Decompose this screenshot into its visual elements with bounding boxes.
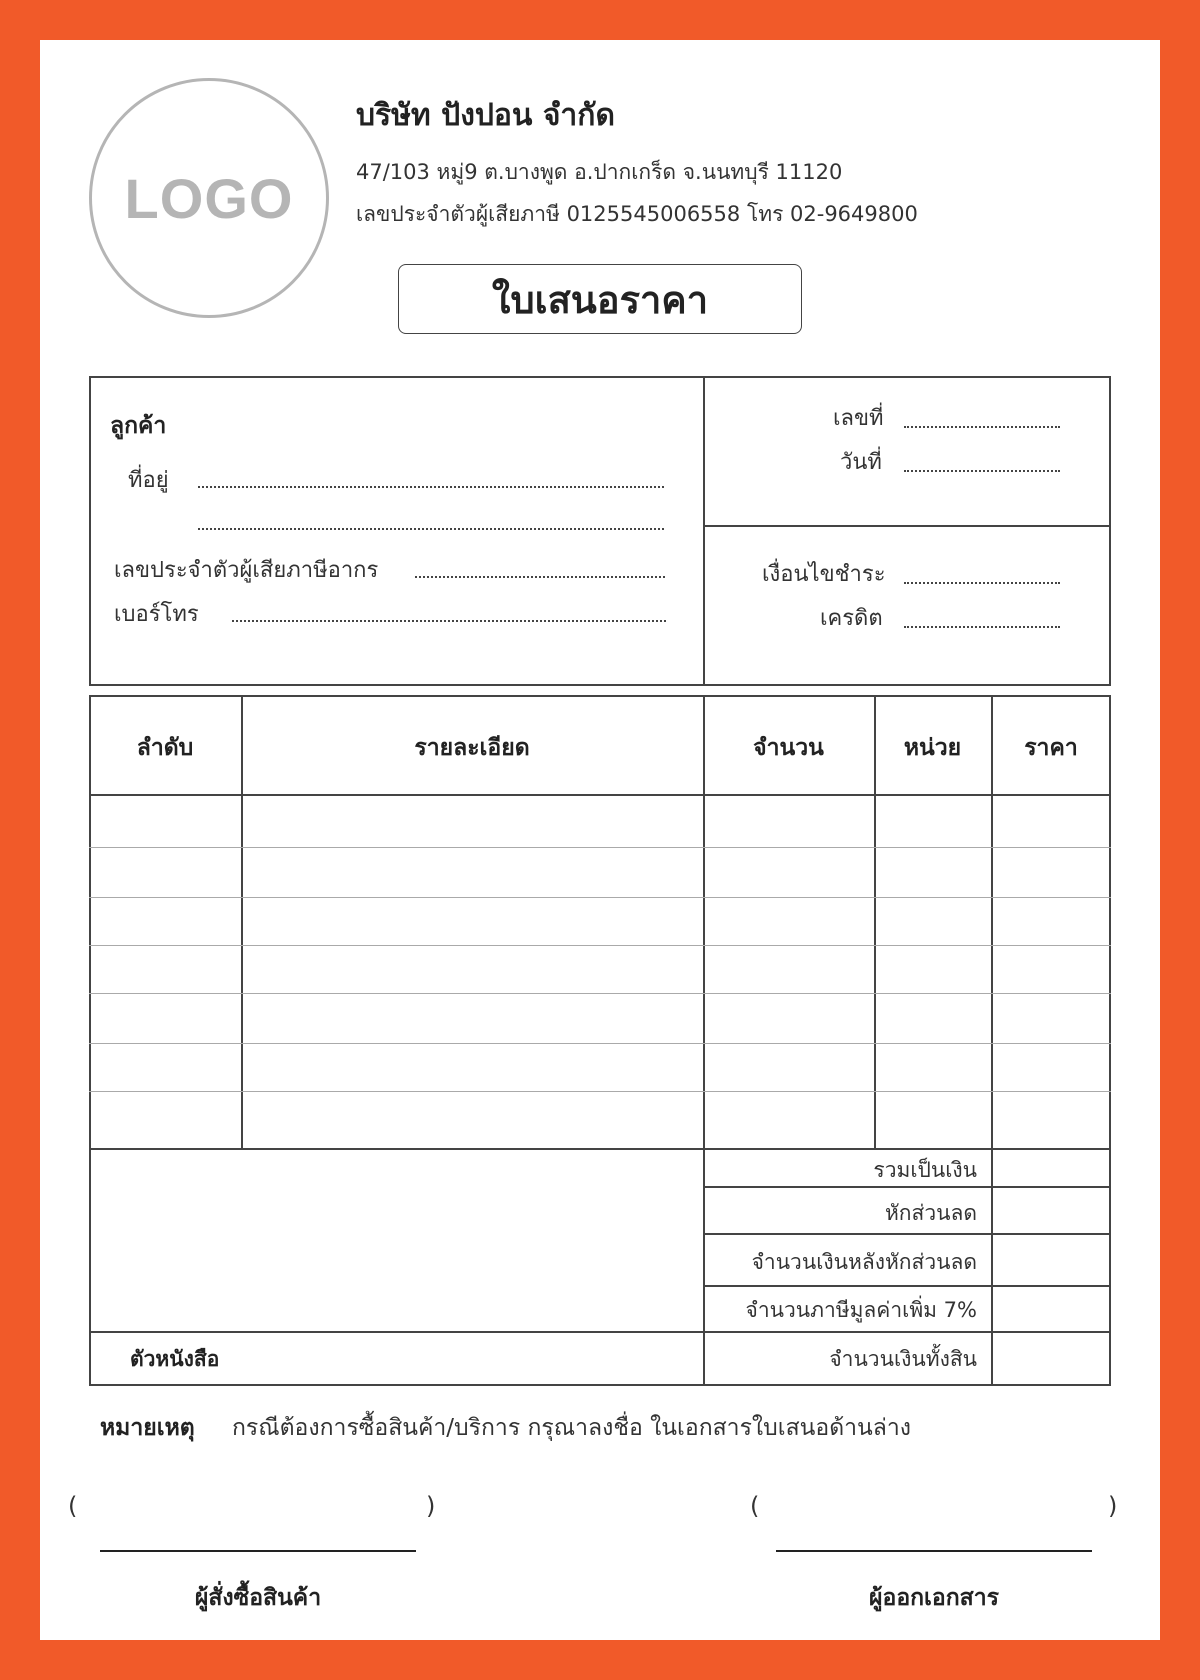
after-discount-label: จำนวนเงินหลังหักส่วนลด bbox=[751, 1250, 977, 1274]
company-logo bbox=[89, 78, 329, 318]
doc-number-label: เลขที่ bbox=[833, 406, 884, 431]
vat-label: จำนวนภาษีมูลค่าเพิ่ม 7% bbox=[745, 1298, 977, 1322]
payment-terms-label: เงื่อนไขชำระ bbox=[762, 562, 886, 587]
doc-date-field[interactable] bbox=[904, 470, 1060, 472]
summary-divider bbox=[89, 1331, 1111, 1333]
col-divider-4 bbox=[991, 695, 993, 1386]
discount-label: หักส่วนลด bbox=[884, 1201, 977, 1225]
summary-top-divider bbox=[89, 1148, 1111, 1150]
company-name: บริษัท ปังปอน จำกัด bbox=[356, 98, 615, 133]
table-row bbox=[89, 847, 1111, 848]
customer-heading: ลูกค้า bbox=[110, 413, 167, 439]
table-row bbox=[89, 945, 1111, 946]
phone-label: เบอร์โทร bbox=[114, 602, 199, 627]
address-field-line-1[interactable] bbox=[198, 486, 664, 488]
buyer-paren-open: ( bbox=[68, 1492, 78, 1520]
issuer-paren-open: ( bbox=[750, 1492, 760, 1520]
address-label: ที่อยู่ bbox=[128, 468, 169, 493]
remark-label: หมายเหตุ bbox=[100, 1415, 195, 1441]
header-no: ลำดับ bbox=[136, 735, 194, 761]
subtotal-label: รวมเป็นเงิน bbox=[873, 1158, 977, 1182]
buyer-paren-close: ) bbox=[426, 1492, 436, 1520]
logo-text: LOGO bbox=[124, 166, 294, 230]
header-unit: หน่วย bbox=[903, 735, 962, 761]
table-row bbox=[89, 1043, 1111, 1044]
doc-date-label: วันที่ bbox=[840, 450, 882, 475]
summary-divider bbox=[703, 1233, 1111, 1235]
info-divider bbox=[703, 376, 705, 686]
tax-id-label: เลขประจำตัวผู้เสียภาษีอากร bbox=[114, 558, 379, 583]
credit-label: เครดิต bbox=[820, 606, 883, 631]
issuer-paren-close: ) bbox=[1108, 1492, 1118, 1520]
tax-id-field[interactable] bbox=[415, 576, 665, 578]
table-row bbox=[89, 897, 1111, 898]
table-row bbox=[89, 1091, 1111, 1092]
quotation-document bbox=[40, 40, 1160, 1640]
col-divider-2 bbox=[703, 695, 705, 1386]
header-quantity: จำนวน bbox=[753, 735, 824, 761]
amount-in-words-label: ตัวหนังสือ bbox=[130, 1347, 220, 1371]
phone-field[interactable] bbox=[232, 620, 666, 622]
document-title: ใบเสนอราคา bbox=[398, 264, 802, 334]
info-row-divider bbox=[703, 525, 1111, 527]
buyer-signature-line[interactable] bbox=[100, 1550, 416, 1552]
customer-info-box bbox=[89, 376, 1111, 686]
remark-text: กรณีต้องการซื้อสินค้า/บริการ กรุณาลงชื่อ ในเอกสารใบเสนอด้านล่าง bbox=[232, 1415, 912, 1441]
company-tax-phone: เลขประจำตัวผู้เสียภาษี 0125545006558 โทร 02-9649800 bbox=[356, 202, 918, 226]
address-field-line-2[interactable] bbox=[198, 528, 664, 530]
company-address: 47/103 หมู่9 ต.บางพูด อ.ปากเกร็ด จ.นนทบุรี 11120 bbox=[356, 160, 843, 184]
header-price: ราคา bbox=[1024, 735, 1078, 761]
payment-terms-field[interactable] bbox=[904, 582, 1060, 584]
grand-total-label: จำนวนเงินทั้งสิน bbox=[829, 1347, 977, 1371]
summary-divider bbox=[703, 1285, 1111, 1287]
doc-number-field[interactable] bbox=[904, 426, 1060, 428]
credit-field[interactable] bbox=[904, 626, 1060, 628]
issuer-signature-label: ผู้ออกเอกสาร bbox=[869, 1585, 999, 1611]
issuer-signature-line[interactable] bbox=[776, 1550, 1092, 1552]
header-description: รายละเอียด bbox=[414, 735, 530, 761]
buyer-signature-label: ผู้สั่งซื้อสินค้า bbox=[194, 1585, 322, 1611]
table-row bbox=[89, 993, 1111, 994]
